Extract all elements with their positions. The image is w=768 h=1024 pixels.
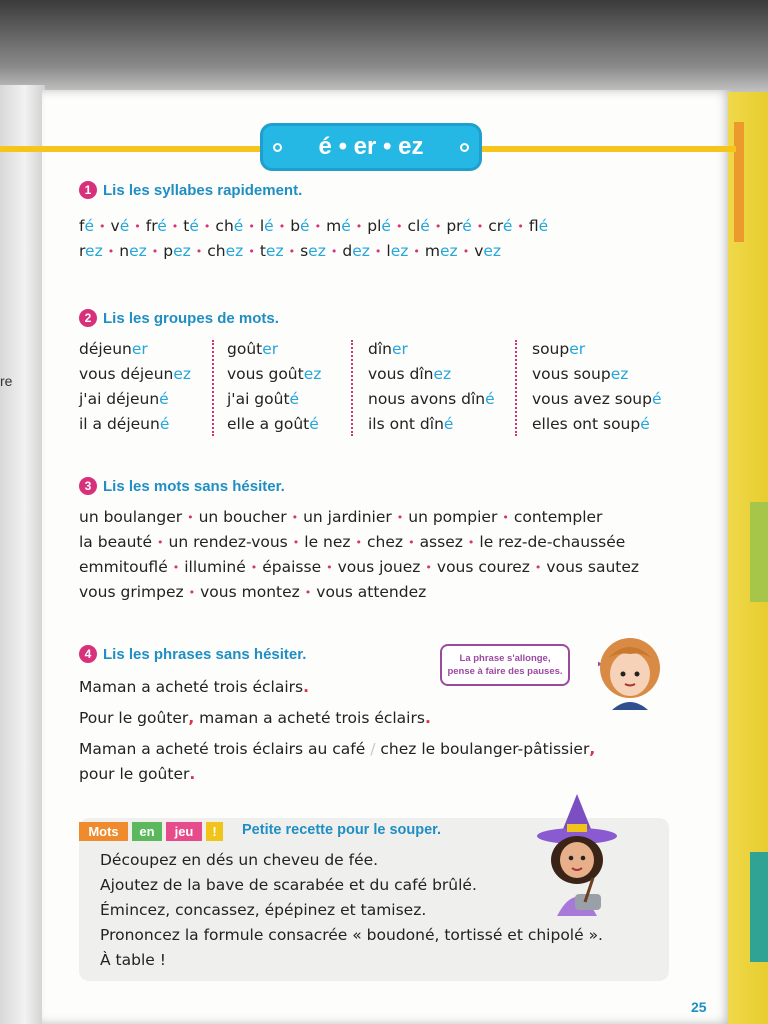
syllable bbox=[119, 242, 147, 260]
bullet-separator: • bbox=[517, 220, 524, 233]
bubble-line: La phrase s'allonge, bbox=[459, 653, 551, 664]
word-stem: vous soup bbox=[532, 365, 611, 383]
syllable-stem: t bbox=[259, 242, 266, 260]
bullet-separator: • bbox=[502, 511, 509, 524]
section-title: Lis les groupes de mots. bbox=[103, 309, 279, 327]
word-group-column bbox=[79, 337, 191, 437]
word-group bbox=[368, 412, 495, 437]
title-bullet: • bbox=[338, 133, 347, 160]
syllable-ending: ez bbox=[440, 242, 458, 260]
syllable-stem: b bbox=[290, 217, 301, 235]
title-part: é bbox=[318, 133, 332, 160]
word: un pompier bbox=[408, 508, 498, 526]
syllable bbox=[111, 217, 130, 235]
sentence-3-line-1 bbox=[79, 740, 595, 758]
syllable-ending: é bbox=[119, 217, 130, 235]
recipe-line: À table ! bbox=[100, 951, 166, 969]
bullet-separator: • bbox=[248, 220, 255, 233]
word-stem: vous goût bbox=[227, 365, 304, 383]
word-stem: goût bbox=[227, 340, 263, 358]
syllable-stem: ch bbox=[207, 242, 226, 260]
title-part: er bbox=[353, 133, 377, 160]
syllable-stem: m bbox=[424, 242, 440, 260]
syllable-stem: ch bbox=[215, 217, 234, 235]
bullet-separator: • bbox=[278, 220, 286, 233]
word-row bbox=[79, 508, 602, 526]
word-group bbox=[532, 387, 662, 412]
bullet-separator: • bbox=[151, 245, 159, 258]
bullet-separator: • bbox=[534, 561, 542, 574]
word-group bbox=[227, 412, 321, 437]
sentence-text: chez le boulanger-pâtissier bbox=[380, 740, 590, 758]
section-heading-1 bbox=[79, 181, 302, 199]
word-stem: j'ai goût bbox=[227, 390, 290, 408]
syllable-ending: é bbox=[502, 217, 513, 235]
word-ending: ez bbox=[173, 365, 192, 383]
syllable-stem: n bbox=[119, 242, 130, 260]
syllable-ending: é bbox=[538, 217, 549, 235]
column-divider bbox=[515, 340, 517, 436]
word-stem: vous déjeun bbox=[79, 365, 174, 383]
syllable-ending: ez bbox=[129, 242, 147, 260]
section-heading-4 bbox=[79, 645, 306, 663]
page-number: 25 bbox=[691, 999, 707, 1015]
word-stem: vous dîn bbox=[368, 365, 434, 383]
bullet-separator: • bbox=[396, 511, 404, 524]
bullet-separator: • bbox=[248, 245, 255, 258]
syllable-stem: pr bbox=[446, 217, 463, 235]
word-ending: é bbox=[651, 390, 662, 408]
word-row bbox=[79, 583, 426, 601]
word-stem: il a déjeun bbox=[79, 415, 160, 433]
syllable bbox=[215, 217, 243, 235]
section-heading-2 bbox=[79, 309, 279, 327]
section-title: Lis les phrases sans hésiter. bbox=[103, 645, 307, 663]
syllable-ending: ez bbox=[483, 242, 502, 260]
sentence-text: Pour le goûter bbox=[79, 709, 189, 727]
bullet-separator: • bbox=[467, 536, 475, 549]
word-ending: é bbox=[159, 390, 169, 408]
bullet-separator: • bbox=[434, 220, 442, 233]
bullet-separator: • bbox=[355, 220, 363, 233]
syllable-stem: r bbox=[79, 242, 86, 260]
word-ending: é bbox=[309, 415, 319, 433]
sentence-2 bbox=[79, 709, 431, 727]
syllable bbox=[326, 217, 351, 235]
word: vous sautez bbox=[546, 558, 640, 576]
word-group-column bbox=[532, 337, 662, 437]
word-ending: é bbox=[443, 415, 454, 433]
bullet-separator: • bbox=[476, 220, 484, 233]
bullet-separator: • bbox=[413, 245, 420, 258]
syllable-ending: é bbox=[233, 217, 244, 235]
syllable-ending: ez bbox=[390, 242, 409, 260]
section-title: Lis les mots sans hésiter. bbox=[103, 477, 285, 495]
word-group bbox=[79, 412, 191, 437]
section-heading-3 bbox=[79, 477, 285, 495]
bullet-separator: • bbox=[134, 220, 141, 233]
syllable bbox=[425, 242, 458, 260]
word-stem: vous avez soup bbox=[532, 390, 652, 408]
tag-mots: Mots bbox=[79, 822, 128, 841]
syllable bbox=[446, 217, 471, 235]
word-group bbox=[227, 337, 321, 362]
syllable-ending: é bbox=[189, 217, 199, 235]
syllable bbox=[79, 217, 94, 235]
word-group bbox=[532, 362, 662, 387]
left-page-fragment: re bbox=[0, 373, 13, 389]
bullet-separator: • bbox=[330, 245, 338, 258]
lesson-title bbox=[260, 123, 482, 171]
syllable-ending: ez bbox=[85, 242, 103, 260]
syllable-stem: pl bbox=[367, 217, 382, 235]
pause-mark: . bbox=[189, 765, 196, 783]
syllable-stem: f bbox=[79, 217, 85, 235]
syllable-stem: fl bbox=[528, 217, 539, 235]
word: illuminé bbox=[184, 558, 246, 576]
word-group bbox=[227, 387, 321, 412]
bullet-separator: • bbox=[250, 561, 258, 574]
sentence-1 bbox=[79, 678, 309, 696]
sentence-text: Maman a acheté trois éclairs au café bbox=[79, 740, 366, 758]
word-row bbox=[79, 558, 639, 576]
word-group bbox=[368, 362, 495, 387]
word: vous attendez bbox=[316, 583, 427, 601]
word-ending: é bbox=[289, 390, 300, 408]
syllable-ending: é bbox=[264, 217, 274, 235]
bullet-separator: • bbox=[304, 586, 312, 599]
recipe-line: Émincez, concassez, épépinez et tamisez. bbox=[100, 901, 427, 919]
bullet-separator: • bbox=[188, 586, 196, 599]
bullet-separator: • bbox=[395, 220, 403, 233]
word-stem: j'ai déjeun bbox=[79, 390, 160, 408]
word-stem: nous avons dîn bbox=[368, 390, 486, 408]
syllable-stem: t bbox=[183, 217, 190, 235]
word-ending: er bbox=[131, 340, 148, 358]
sentence-text: maman a acheté trois éclairs bbox=[194, 709, 425, 727]
left-page-edge bbox=[0, 85, 45, 1024]
word: un boulanger bbox=[79, 508, 183, 526]
syllable bbox=[407, 217, 429, 235]
word-row bbox=[79, 533, 625, 551]
word-group bbox=[532, 412, 662, 437]
word: assez bbox=[419, 533, 463, 551]
syllable bbox=[146, 217, 167, 235]
syllable-ending: é bbox=[300, 217, 310, 235]
sentence-text: pour le goûter bbox=[79, 765, 190, 783]
speech-bubble bbox=[440, 644, 570, 686]
word-stem: ils ont dîn bbox=[368, 415, 444, 433]
word: épaisse bbox=[262, 558, 322, 576]
word-ending: ez bbox=[303, 365, 322, 383]
recipe-line: Ajoutez de la bave de scarabée et du café brûlé. bbox=[100, 876, 477, 894]
bullet-separator: • bbox=[171, 220, 179, 233]
word-ending: é bbox=[640, 415, 650, 433]
syllable bbox=[342, 242, 370, 260]
syllable bbox=[474, 242, 501, 260]
syllable-ending: ez bbox=[225, 242, 244, 260]
bullet-separator: • bbox=[408, 536, 415, 549]
bullet-separator: • bbox=[195, 245, 203, 258]
syllable bbox=[79, 242, 103, 260]
word-ending: er bbox=[569, 340, 586, 358]
lesson-title-text bbox=[319, 133, 424, 161]
syllable bbox=[163, 242, 191, 260]
bullet-separator: • bbox=[288, 245, 296, 258]
word: vous grimpez bbox=[79, 583, 184, 601]
section-number: 3 bbox=[79, 477, 97, 495]
word: contempler bbox=[513, 508, 603, 526]
bullet-separator: • bbox=[172, 561, 180, 574]
syllable-stem: cr bbox=[488, 217, 503, 235]
syllable bbox=[207, 242, 243, 260]
recipe-title: Petite recette pour le souper. bbox=[242, 822, 442, 838]
pause-mark: / bbox=[370, 740, 376, 758]
syllable-row bbox=[79, 217, 548, 235]
syllable-ending: ez bbox=[173, 242, 191, 260]
word-ending: é bbox=[485, 390, 495, 408]
ring-icon bbox=[273, 143, 282, 152]
syllable-row bbox=[79, 242, 501, 260]
syllable bbox=[260, 217, 274, 235]
pause-mark: . bbox=[303, 678, 309, 696]
syllable bbox=[260, 242, 284, 260]
recipe-line: Découpez en dés un cheveu de fée. bbox=[100, 851, 379, 869]
page-edge-tabs bbox=[728, 92, 768, 1024]
syllable-stem: p bbox=[163, 242, 174, 260]
word: un jardinier bbox=[303, 508, 392, 526]
tag-exclamation: ! bbox=[206, 822, 223, 841]
witch-illustration bbox=[533, 794, 621, 916]
syllable-ending: ez bbox=[265, 242, 284, 260]
section-number: 2 bbox=[79, 309, 97, 327]
syllable-stem: d bbox=[342, 242, 353, 260]
syllable bbox=[290, 217, 309, 235]
word-ending: ez bbox=[433, 365, 452, 383]
pause-mark: . bbox=[424, 709, 431, 727]
syllable-stem: v bbox=[110, 217, 120, 235]
word-stem: dîn bbox=[368, 340, 392, 358]
bullet-separator: • bbox=[203, 220, 211, 233]
word-ending: ez bbox=[610, 365, 629, 383]
syllable bbox=[529, 217, 548, 235]
bullet-separator: • bbox=[314, 220, 322, 233]
word-group bbox=[79, 337, 191, 362]
word-stem: soup bbox=[532, 340, 570, 358]
column-divider bbox=[212, 340, 214, 436]
bullet-separator: • bbox=[107, 245, 115, 258]
syllable-ending: é bbox=[84, 217, 95, 235]
section-number: 1 bbox=[79, 181, 97, 199]
bubble-line: pense à faire des pauses. bbox=[447, 666, 563, 677]
tag-jeu: jeu bbox=[166, 822, 202, 841]
syllable-ending: é bbox=[381, 217, 391, 235]
syllable-ending: ez bbox=[352, 242, 370, 260]
photo-shadow bbox=[0, 0, 768, 95]
syllable bbox=[367, 217, 391, 235]
word: vous courez bbox=[436, 558, 530, 576]
ring-icon bbox=[460, 143, 469, 152]
edge-tab-teal bbox=[750, 852, 768, 962]
word-group-column bbox=[368, 337, 495, 437]
edge-tab-green bbox=[750, 502, 768, 602]
word-ending: é bbox=[159, 415, 170, 433]
sentence-3-line-2 bbox=[79, 765, 195, 783]
recipe-line: Prononcez la formule consacrée « boudoné, tortissé et chipolé ». bbox=[100, 926, 603, 944]
word-stem: déjeun bbox=[79, 340, 132, 358]
title-bullet: • bbox=[383, 133, 392, 160]
word: vous jouez bbox=[337, 558, 421, 576]
syllable-stem: cl bbox=[407, 217, 421, 235]
syllable-stem: v bbox=[474, 242, 484, 260]
syllable-stem: l bbox=[386, 242, 391, 260]
bullet-separator: • bbox=[425, 561, 432, 574]
sentence-text: Maman a acheté trois éclairs bbox=[79, 678, 304, 696]
syllable bbox=[386, 242, 408, 260]
bullet-separator: • bbox=[326, 561, 333, 574]
word-stem: elles ont soup bbox=[532, 415, 641, 433]
syllable-stem: fr bbox=[145, 217, 158, 235]
bullet-separator: • bbox=[157, 536, 164, 549]
edge-tab-orange bbox=[734, 122, 744, 242]
word-group bbox=[368, 387, 495, 412]
word: chez bbox=[367, 533, 404, 551]
syllable-stem: m bbox=[326, 217, 342, 235]
syllable-ending: é bbox=[157, 217, 167, 235]
word: un rendez-vous bbox=[168, 533, 288, 551]
word-group bbox=[79, 362, 191, 387]
girl-illustration bbox=[598, 636, 662, 710]
syllable-ending: é bbox=[341, 217, 351, 235]
syllable-stem: l bbox=[259, 217, 265, 235]
word-group bbox=[368, 337, 495, 362]
bullet-separator: • bbox=[462, 245, 470, 258]
pause-mark: , bbox=[589, 740, 596, 758]
word: un boucher bbox=[198, 508, 287, 526]
word: vous montez bbox=[200, 583, 300, 601]
word-group-column bbox=[227, 337, 321, 437]
column-divider bbox=[351, 340, 353, 436]
bullet-separator: • bbox=[291, 511, 299, 524]
word-group bbox=[532, 337, 662, 362]
section-number: 4 bbox=[79, 645, 97, 663]
word: le rez-de-chaussée bbox=[479, 533, 626, 551]
syllable-ending: ez bbox=[308, 242, 326, 260]
syllable-ending: é bbox=[462, 217, 472, 235]
section-title: Lis les syllabes rapidement. bbox=[103, 181, 303, 199]
tag-en: en bbox=[132, 822, 162, 841]
bullet-separator: • bbox=[355, 536, 363, 549]
title-part: ez bbox=[398, 133, 424, 160]
syllable bbox=[300, 242, 326, 260]
bullet-separator: • bbox=[187, 511, 194, 524]
word-ending: er bbox=[262, 340, 279, 358]
word: le nez bbox=[304, 533, 351, 551]
word-group bbox=[79, 387, 191, 412]
syllable-ending: é bbox=[420, 217, 430, 235]
pause-mark: , bbox=[188, 709, 195, 727]
word: la beauté bbox=[79, 533, 153, 551]
syllable bbox=[183, 217, 199, 235]
bullet-separator: • bbox=[374, 245, 382, 258]
syllable bbox=[488, 217, 512, 235]
word: emmitouflé bbox=[79, 558, 168, 576]
bullet-separator: • bbox=[99, 220, 106, 233]
bullet-separator: • bbox=[292, 536, 300, 549]
syllable-stem: s bbox=[300, 242, 309, 260]
word-group bbox=[227, 362, 321, 387]
word-stem: elle a goût bbox=[227, 415, 310, 433]
word-ending: er bbox=[391, 340, 408, 358]
